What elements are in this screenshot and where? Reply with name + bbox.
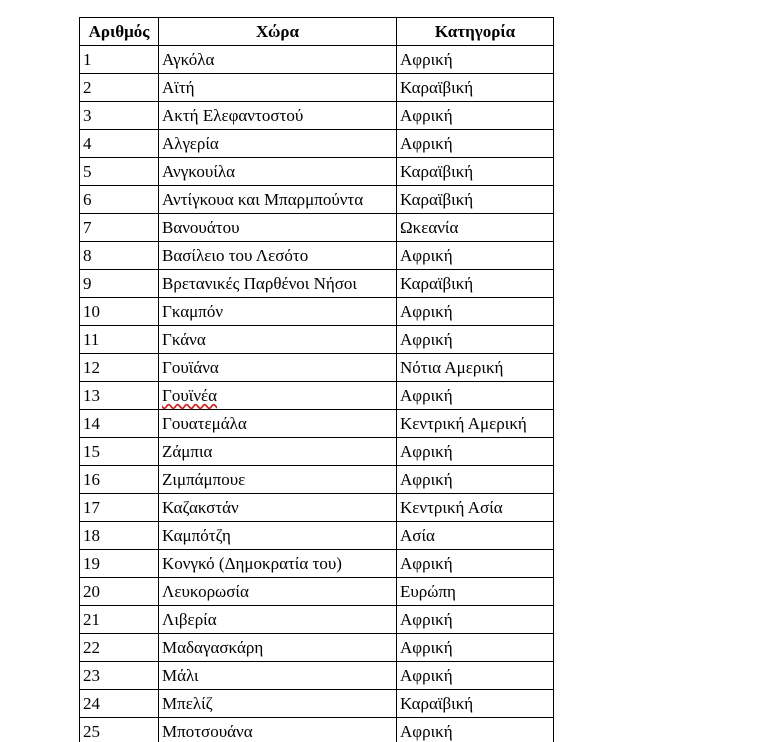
table-body bbox=[80, 46, 554, 742]
country-name: Ακτή Ελεφαντοστού bbox=[162, 105, 304, 125]
row-category: Αφρική bbox=[397, 466, 554, 494]
table-row bbox=[80, 382, 554, 410]
row-country bbox=[159, 46, 397, 74]
table-row bbox=[80, 74, 554, 102]
row-country bbox=[159, 438, 397, 466]
row-number: 22 bbox=[80, 634, 159, 662]
country-name: Μαδαγασκάρη bbox=[162, 637, 264, 657]
table-row bbox=[80, 130, 554, 158]
row-number: 3 bbox=[80, 102, 159, 130]
table-row bbox=[80, 158, 554, 186]
row-category: Κεντρική Ασία bbox=[397, 494, 554, 522]
table-row bbox=[80, 410, 554, 438]
row-number: 7 bbox=[80, 214, 159, 242]
row-number: 1 bbox=[80, 46, 159, 74]
header-country: Χώρα bbox=[159, 18, 397, 46]
table-row bbox=[80, 466, 554, 494]
row-category: Αφρική bbox=[397, 130, 554, 158]
country-name: Κονγκό (Δημοκρατία του) bbox=[162, 553, 342, 573]
row-country bbox=[159, 74, 397, 102]
country-name: Αντίγκουα και Μπαρμπούντα bbox=[162, 189, 364, 209]
row-category: Αφρική bbox=[397, 550, 554, 578]
header-number: Αριθμός bbox=[80, 18, 159, 46]
row-category: Αφρική bbox=[397, 662, 554, 690]
row-category: Αφρική bbox=[397, 242, 554, 270]
row-category: Καραϊβική bbox=[397, 690, 554, 718]
row-number: 20 bbox=[80, 578, 159, 606]
row-category: Καραϊβική bbox=[397, 270, 554, 298]
table-row bbox=[80, 606, 554, 634]
table-row bbox=[80, 186, 554, 214]
table-row bbox=[80, 634, 554, 662]
row-country bbox=[159, 130, 397, 158]
countries-table bbox=[79, 17, 554, 742]
country-name: Ζάμπια bbox=[162, 441, 213, 461]
row-number: 19 bbox=[80, 550, 159, 578]
row-country bbox=[159, 634, 397, 662]
row-country bbox=[159, 354, 397, 382]
table-header bbox=[80, 18, 554, 46]
country-name: Αγκόλα bbox=[162, 49, 215, 69]
table-row bbox=[80, 270, 554, 298]
country-name: Λευκορωσία bbox=[162, 581, 249, 601]
row-country bbox=[159, 550, 397, 578]
row-country bbox=[159, 578, 397, 606]
country-name: Βρετανικές Παρθένοι Νήσοι bbox=[162, 273, 358, 293]
country-name: Μάλι bbox=[162, 665, 199, 685]
table-row bbox=[80, 298, 554, 326]
row-number: 13 bbox=[80, 382, 159, 410]
row-category: Ασία bbox=[397, 522, 554, 550]
country-name: Αϊτή bbox=[162, 77, 195, 97]
row-number: 2 bbox=[80, 74, 159, 102]
row-country bbox=[159, 718, 397, 742]
country-name: Γουατεμάλα bbox=[162, 413, 247, 433]
country-name: Γκαμπόν bbox=[162, 301, 224, 321]
row-number: 10 bbox=[80, 298, 159, 326]
table-row bbox=[80, 550, 554, 578]
row-number: 24 bbox=[80, 690, 159, 718]
row-number: 16 bbox=[80, 466, 159, 494]
row-country bbox=[159, 326, 397, 354]
country-name: Ανγκουίλα bbox=[162, 161, 236, 181]
row-country bbox=[159, 186, 397, 214]
row-category: Ωκεανία bbox=[397, 214, 554, 242]
row-category: Αφρική bbox=[397, 438, 554, 466]
country-name: Γκάνα bbox=[162, 329, 206, 349]
table-row bbox=[80, 578, 554, 606]
row-category: Αφρική bbox=[397, 102, 554, 130]
country-name: Βασίλειο του Λεσότο bbox=[162, 245, 309, 265]
row-number: 12 bbox=[80, 354, 159, 382]
row-number: 4 bbox=[80, 130, 159, 158]
country-name: Ζιμπάμπουε bbox=[162, 469, 246, 489]
table-row bbox=[80, 46, 554, 74]
row-category: Αφρική bbox=[397, 634, 554, 662]
row-country bbox=[159, 242, 397, 270]
row-country bbox=[159, 214, 397, 242]
row-country bbox=[159, 270, 397, 298]
row-country bbox=[159, 662, 397, 690]
row-country bbox=[159, 102, 397, 130]
table-row bbox=[80, 326, 554, 354]
country-name: Μπελίζ bbox=[162, 693, 213, 713]
table-row bbox=[80, 102, 554, 130]
row-category: Αφρική bbox=[397, 606, 554, 634]
row-category: Νότια Αμερική bbox=[397, 354, 554, 382]
table-row bbox=[80, 522, 554, 550]
row-category: Αφρική bbox=[397, 298, 554, 326]
row-category: Αφρική bbox=[397, 382, 554, 410]
row-country bbox=[159, 606, 397, 634]
row-number: 21 bbox=[80, 606, 159, 634]
country-name: Μποτσουάνα bbox=[162, 721, 253, 741]
row-number: 11 bbox=[80, 326, 159, 354]
table-row bbox=[80, 662, 554, 690]
country-name: Καμπότζη bbox=[162, 525, 231, 545]
table-row bbox=[80, 494, 554, 522]
row-category: Αφρική bbox=[397, 46, 554, 74]
row-country bbox=[159, 522, 397, 550]
header-category: Κατηγορία bbox=[397, 18, 554, 46]
row-number: 17 bbox=[80, 494, 159, 522]
country-name: Λιβερία bbox=[162, 609, 217, 629]
country-name: Αλγερία bbox=[162, 133, 219, 153]
row-number: 18 bbox=[80, 522, 159, 550]
row-category: Αφρική bbox=[397, 718, 554, 742]
row-number: 25 bbox=[80, 718, 159, 742]
row-country bbox=[159, 494, 397, 522]
country-name: Καζακστάν bbox=[162, 497, 239, 517]
row-country bbox=[159, 690, 397, 718]
row-country bbox=[159, 466, 397, 494]
row-number: 5 bbox=[80, 158, 159, 186]
table-row bbox=[80, 438, 554, 466]
row-number: 6 bbox=[80, 186, 159, 214]
row-category: Ευρώπη bbox=[397, 578, 554, 606]
row-number: 9 bbox=[80, 270, 159, 298]
row-number: 14 bbox=[80, 410, 159, 438]
row-category: Αφρική bbox=[397, 326, 554, 354]
row-category: Κεντρική Αμερική bbox=[397, 410, 554, 438]
row-country bbox=[159, 298, 397, 326]
country-name: Γουϊνέα bbox=[162, 385, 218, 405]
row-number: 8 bbox=[80, 242, 159, 270]
row-category: Καραϊβική bbox=[397, 74, 554, 102]
table-row bbox=[80, 690, 554, 718]
country-name: Βανουάτου bbox=[162, 217, 240, 237]
row-country bbox=[159, 158, 397, 186]
row-number: 15 bbox=[80, 438, 159, 466]
table-row bbox=[80, 242, 554, 270]
row-category: Καραϊβική bbox=[397, 186, 554, 214]
table-row bbox=[80, 718, 554, 742]
row-country bbox=[159, 410, 397, 438]
header-row bbox=[80, 18, 554, 46]
country-name: Γουϊάνα bbox=[162, 357, 219, 377]
table-row bbox=[80, 214, 554, 242]
row-country bbox=[159, 382, 397, 410]
table-row bbox=[80, 354, 554, 382]
row-category: Καραϊβική bbox=[397, 158, 554, 186]
row-number: 23 bbox=[80, 662, 159, 690]
